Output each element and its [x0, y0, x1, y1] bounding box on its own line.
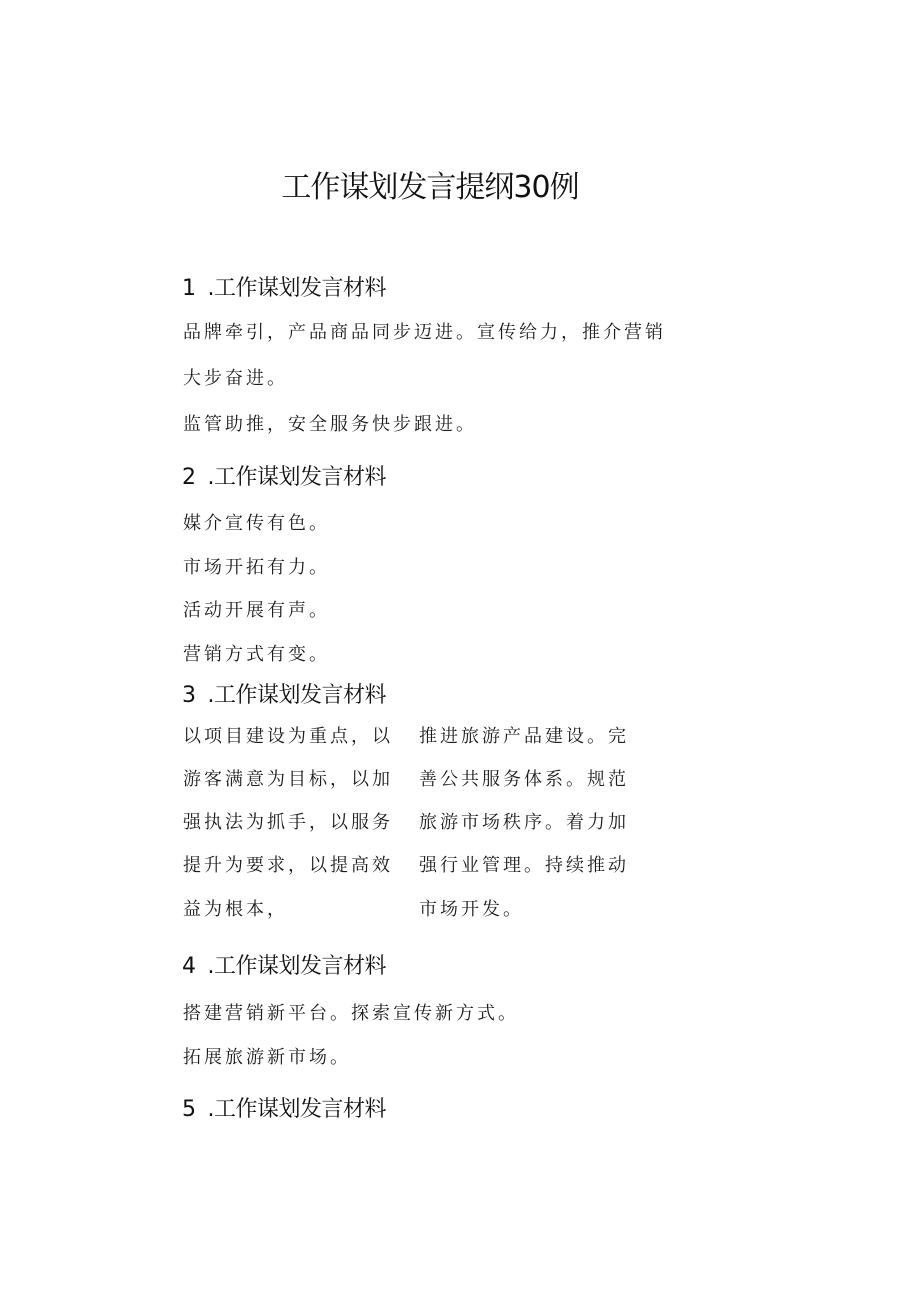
section-heading-2 — [182, 463, 386, 493]
column-line-right: 推进旅游产品建设。完 — [419, 726, 629, 747]
column-line-right: 市场开发。 — [419, 899, 524, 920]
section-heading-3 — [182, 681, 386, 711]
paragraph-line: 拓展旅游新市场。 — [183, 1047, 351, 1068]
section-title: .工作谋划发言材料 — [207, 1097, 386, 1122]
section-number: 2 — [182, 465, 196, 490]
column-line-left: 强执法为抓手，以服务 — [183, 812, 393, 833]
paragraph-line: 品牌牵引，产品商品同步迈进。宣传给力，推介营销 — [183, 322, 666, 343]
section-title: .工作谋划发言材料 — [207, 276, 386, 301]
paragraph-line: 营销方式有变。 — [183, 644, 330, 665]
column-line-left: 提升为要求，以提高效 — [183, 855, 393, 876]
document-title: 工作谋划发言提纲30例 — [281, 170, 579, 205]
section-number: 3 — [182, 683, 196, 708]
paragraph-line: 媒介宣传有色。 — [183, 513, 330, 534]
section-number: 4 — [182, 954, 196, 979]
section-title: .工作谋划发言材料 — [207, 465, 386, 490]
paragraph-line: 搭建营销新平台。探索宣传新方式。 — [183, 1003, 519, 1024]
section-title: .工作谋划发言材料 — [207, 954, 386, 979]
section-title: .工作谋划发言材料 — [207, 683, 386, 708]
column-line-left: 游客满意为目标，以加 — [183, 769, 393, 790]
paragraph-line: 监管助推，安全服务快步跟进。 — [183, 414, 477, 435]
section-heading-4 — [182, 952, 386, 982]
column-line-right: 强行业管理。持续推动 — [419, 855, 629, 876]
column-line-left: 以项目建设为重点，以 — [183, 726, 393, 747]
column-line-left: 益为根本， — [183, 899, 288, 920]
section-number: 1 — [182, 276, 196, 301]
section-heading-1 — [182, 274, 386, 304]
paragraph-line: 市场开拓有力。 — [183, 557, 330, 578]
section-number: 5 — [182, 1097, 196, 1122]
paragraph-line: 活动开展有声。 — [183, 600, 330, 621]
column-line-right: 善公共服务体系。规范 — [419, 769, 629, 790]
column-line-right: 旅游市场秩序。着力加 — [419, 812, 629, 833]
section-heading-5 — [182, 1095, 386, 1125]
paragraph-line: 大步奋进。 — [183, 368, 288, 389]
